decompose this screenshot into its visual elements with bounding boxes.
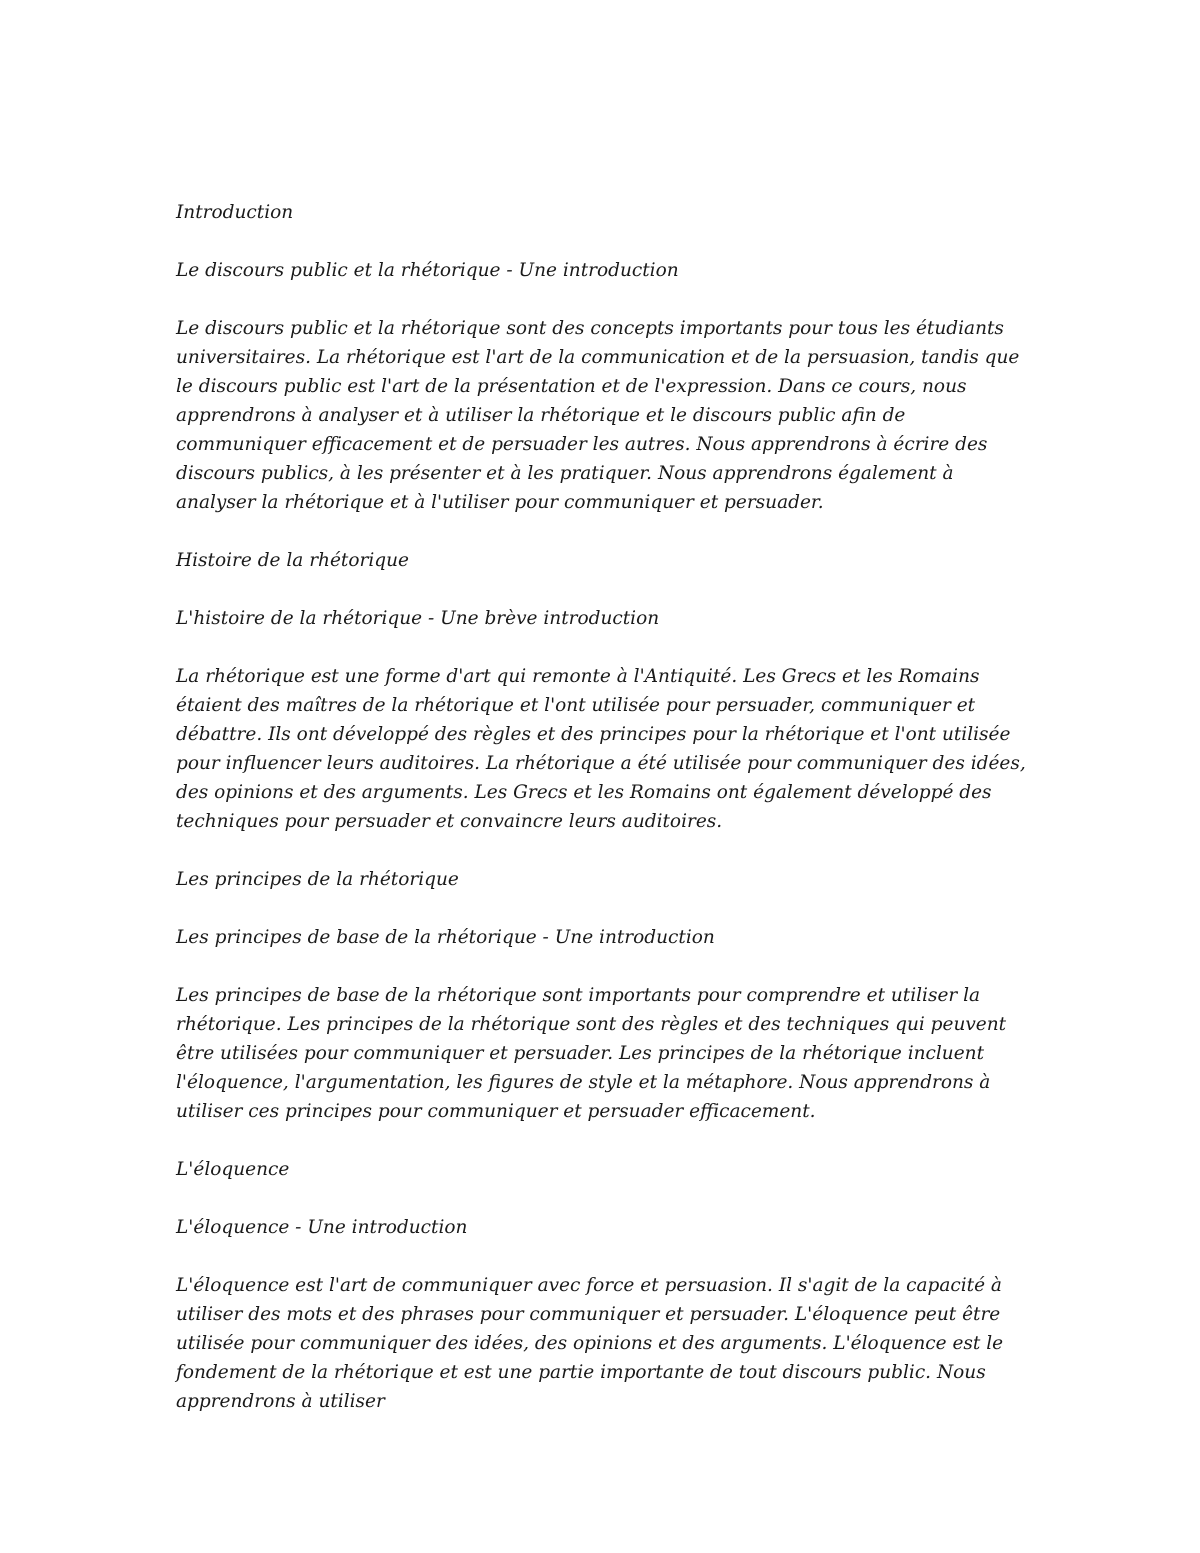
section-subheading-principes: Les principes de base de la rhétorique - Une introduction — [176, 927, 715, 948]
section-paragraph-principes: Les principes de base de la rhétorique sont importants pour comprendre et utiliser la rhétorique. Les principes de la rhétorique sont des règles et des techniques qui peuvent être utilisées pour communiquer et persuader. Les principes de la rhétorique incluent l'éloquence, l'argumentation, les figures de style et la métaphore. Nous apprendrons à utiliser ces principes pour communiquer et persuader efficacement. — [176, 985, 1007, 1122]
section-heading-introduction: Introduction — [176, 202, 294, 223]
section-subheading-histoire: L'histoire de la rhétorique - Une brève introduction — [176, 608, 660, 629]
section-heading-eloquence: L'éloquence — [176, 1159, 290, 1180]
section-paragraph-eloquence: L'éloquence est l'art de communiquer avec force et persuasion. Il s'agit de la capacité à utiliser des mots et des phrases pour communiquer et persuader. L'éloquence peut être utilisée pour communiquer des idées, des opinions et des arguments. L'éloquence est le fondement de la rhétorique et est une partie importante de tout discours public. Nous apprendrons à utiliser — [176, 1275, 1004, 1412]
section-paragraph-histoire: La rhétorique est une forme d'art qui remonte à l'Antiquité. Les Grecs et les Romains étaient des maîtres de la rhétorique et l'ont utilisée pour persuader, communiquer et débattre. Ils ont développé des règles et des principes pour la rhétorique et l'ont utilisée pour influencer leurs auditoires. La rhétorique a été utilisée pour communiquer des idées, des opinions et des arguments. Les Grecs et les Romains ont également développé des techniques pour persuader et convaincre leurs auditoires. — [176, 666, 1026, 832]
section-subheading-eloquence: L'éloquence - Une introduction — [176, 1217, 468, 1238]
section-heading-histoire: Histoire de la rhétorique — [176, 550, 409, 571]
document-body — [176, 198, 1028, 1416]
section-subheading-introduction: Le discours public et la rhétorique - Une introduction — [176, 260, 679, 281]
section-paragraph-introduction: Le discours public et la rhétorique sont des concepts importants pour tous les étudiants universitaires. La rhétorique est l'art de la communication et de la persuasion, tandis que le discours public est l'art de la présentation et de l'expression. Dans ce cours, nous apprendrons à analyser et à utiliser la rhétorique et le discours public afin de communiquer efficacement et de persuader les autres. Nous apprendrons à écrire des discours publics, à les présenter et à les pratiquer. Nous apprendrons également à analyser la rhétorique et à l'utiliser pour communiquer et persuader. — [176, 318, 1020, 513]
section-heading-principes: Les principes de la rhétorique — [176, 869, 459, 890]
